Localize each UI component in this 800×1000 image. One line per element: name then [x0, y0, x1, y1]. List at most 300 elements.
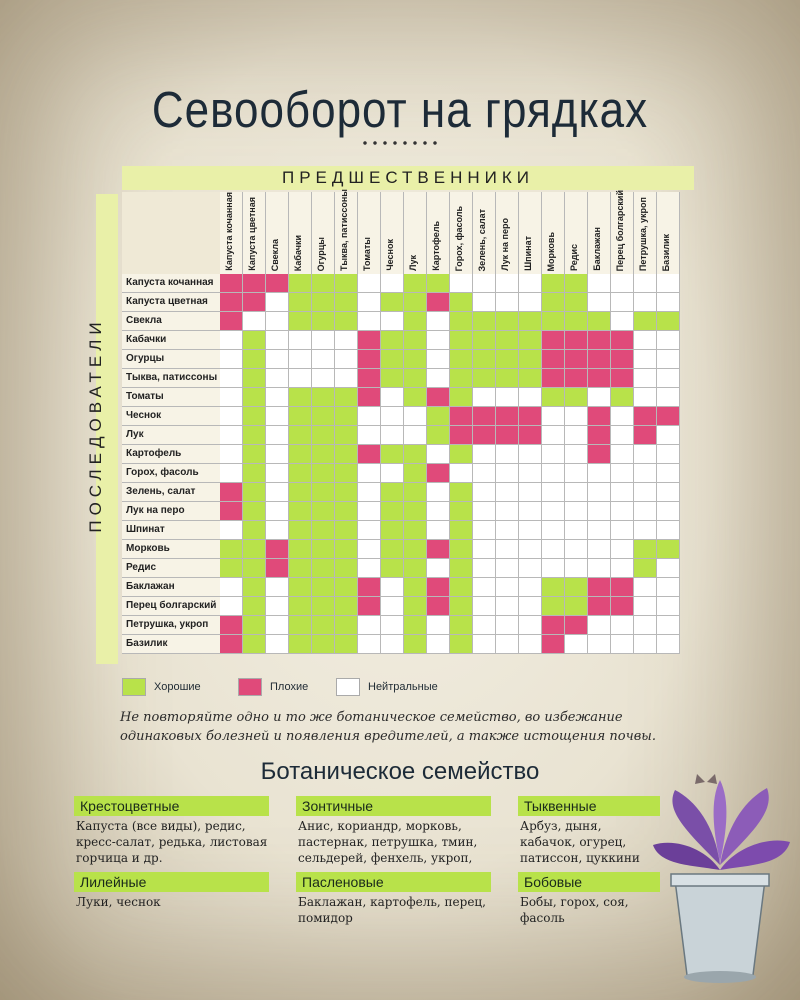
grid-cell — [542, 312, 565, 331]
grid-cell — [381, 293, 404, 312]
grid-cell — [565, 350, 588, 369]
grid-cell — [473, 502, 496, 521]
grid-cell — [542, 521, 565, 540]
grid-cell — [519, 502, 542, 521]
grid-cell — [565, 369, 588, 388]
grid-cell — [289, 559, 312, 578]
grid-cell — [312, 331, 335, 350]
title-divider — [360, 140, 440, 146]
grid-cell — [404, 369, 427, 388]
grid-cell — [220, 293, 243, 312]
grid-cell — [496, 331, 519, 350]
grid-cell — [634, 293, 657, 312]
grid-cell — [657, 616, 680, 635]
grid-cell — [266, 350, 289, 369]
grid-cell — [496, 388, 519, 407]
grid-cell — [381, 426, 404, 445]
grid-cell — [220, 445, 243, 464]
family-text: Капуста (все виды), редис, кресс-салат, редька, листовая горчица и др. — [76, 819, 268, 865]
family-text: Анис, кориандр, морковь, пастернак, петрушка, тмин, сельдерей, фенхель, укроп, — [298, 819, 478, 865]
row-header: Горох, фасоль — [122, 464, 220, 483]
grid-cell — [450, 350, 473, 369]
grid-cell — [588, 635, 611, 654]
predecessors-label: ПРЕДШЕСТВЕННИКИ — [282, 168, 534, 187]
grid-cell — [657, 293, 680, 312]
grid-cell — [266, 616, 289, 635]
grid-cell — [404, 331, 427, 350]
row-header: Капуста кочанная — [122, 274, 220, 293]
grid-cell — [473, 274, 496, 293]
grid-cell — [266, 635, 289, 654]
grid-cell — [634, 483, 657, 502]
grid-cell — [335, 274, 358, 293]
grid-cell — [657, 369, 680, 388]
grid-cell — [358, 388, 381, 407]
grid-cell — [358, 426, 381, 445]
grid-cell — [381, 597, 404, 616]
grid-cell — [289, 483, 312, 502]
grid-cell — [611, 502, 634, 521]
grid-cell — [519, 635, 542, 654]
grid-cell — [450, 407, 473, 426]
column-header — [542, 192, 565, 274]
grid-cell — [519, 597, 542, 616]
grid-cell — [266, 274, 289, 293]
grid-cell — [634, 369, 657, 388]
grid-cell — [542, 274, 565, 293]
grid-cell — [450, 331, 473, 350]
grid-cell — [519, 445, 542, 464]
grid-cell — [657, 578, 680, 597]
family-heading: Бобовые — [518, 872, 660, 892]
grid-cell — [496, 616, 519, 635]
grid-cell — [496, 635, 519, 654]
grid-cell — [220, 274, 243, 293]
column-header — [496, 192, 519, 274]
grid-cell — [634, 521, 657, 540]
grid-cell — [657, 312, 680, 331]
row-header: Базилик — [122, 635, 220, 654]
column-header-label: Лук на перо — [500, 218, 510, 271]
grid-cell — [243, 464, 266, 483]
grid-cell — [289, 407, 312, 426]
family-text: Арбуз, дыня, кабачок, огурец, патиссон, цуккини — [520, 819, 640, 865]
grid-cell — [496, 312, 519, 331]
grid-cell — [289, 445, 312, 464]
grid-cell — [450, 597, 473, 616]
grid-cell — [312, 597, 335, 616]
grid-cell — [565, 521, 588, 540]
grid-cell — [565, 293, 588, 312]
grid-cell — [220, 597, 243, 616]
grid-cell — [588, 559, 611, 578]
column-header-label: Огурцы — [316, 236, 326, 271]
grid-cell — [496, 540, 519, 559]
column-header-label: Шпинат — [523, 236, 533, 271]
grid-cell — [634, 635, 657, 654]
grid-cell — [657, 426, 680, 445]
grid-cell — [266, 388, 289, 407]
grid-cell — [588, 597, 611, 616]
grid-cell — [450, 293, 473, 312]
grid-cell — [634, 331, 657, 350]
grid-cell — [266, 578, 289, 597]
grid-cell — [450, 635, 473, 654]
grid-cell — [634, 578, 657, 597]
grid-cell — [243, 445, 266, 464]
grid-cell — [588, 350, 611, 369]
grid-cell — [404, 559, 427, 578]
grid-cell — [496, 559, 519, 578]
grid-cell — [450, 388, 473, 407]
family-heading: Тыквенные — [518, 796, 660, 816]
grid-cell — [611, 388, 634, 407]
row-header: Лук — [122, 426, 220, 445]
grid-cell — [220, 312, 243, 331]
row-header: Морковь — [122, 540, 220, 559]
column-header-label: Перец болгарский — [615, 189, 625, 271]
grid-cell — [427, 540, 450, 559]
grid-cell — [542, 293, 565, 312]
grid-cell — [611, 597, 634, 616]
grid-cell — [220, 540, 243, 559]
grid-cell — [611, 578, 634, 597]
column-header — [312, 192, 335, 274]
grid-cell — [358, 350, 381, 369]
grid-cell — [657, 483, 680, 502]
grid-cell — [542, 616, 565, 635]
grid-cell — [358, 369, 381, 388]
column-header — [220, 192, 243, 274]
grid-cell — [243, 369, 266, 388]
grid-cell — [565, 635, 588, 654]
grid-cell — [243, 331, 266, 350]
grid-cell — [588, 540, 611, 559]
grid-cell — [427, 312, 450, 331]
grid-cell — [404, 521, 427, 540]
grid-cell — [542, 464, 565, 483]
grid-cell — [450, 616, 473, 635]
grid-cell — [404, 540, 427, 559]
column-header-label: Кабачки — [293, 234, 303, 271]
column-header-label: Редис — [569, 243, 579, 271]
grid-cell — [266, 312, 289, 331]
grid-cell — [312, 350, 335, 369]
flower-pot-icon — [671, 874, 769, 983]
grid-cell — [312, 445, 335, 464]
grid-cell — [542, 483, 565, 502]
grid-cell — [519, 483, 542, 502]
grid-cell — [289, 331, 312, 350]
grid-cell — [496, 350, 519, 369]
grid-cell — [381, 445, 404, 464]
grid-cell — [289, 426, 312, 445]
grid-cell — [519, 331, 542, 350]
grid-cell — [657, 350, 680, 369]
grid-cell — [404, 635, 427, 654]
column-header — [657, 192, 680, 274]
grid-cell — [473, 350, 496, 369]
families-title: Ботаническое семейство — [260, 758, 540, 785]
grid-cell — [519, 464, 542, 483]
grid-cell — [404, 597, 427, 616]
butterfly-icon — [695, 774, 717, 784]
grid-cell — [611, 407, 634, 426]
grid-cell — [358, 502, 381, 521]
grid-cell — [289, 635, 312, 654]
grid-cell — [266, 426, 289, 445]
grid-cell — [220, 350, 243, 369]
grid-cell — [450, 426, 473, 445]
grid-cell — [335, 369, 358, 388]
grid-cell — [473, 597, 496, 616]
grid-cell — [220, 426, 243, 445]
grid-cell — [542, 388, 565, 407]
grid-cell — [358, 293, 381, 312]
grid-cell — [634, 597, 657, 616]
grid-cell — [358, 445, 381, 464]
grid-cell — [611, 426, 634, 445]
family-heading: Пасленовые — [296, 872, 491, 892]
grid-cell — [220, 331, 243, 350]
grid-cell — [427, 521, 450, 540]
grid-cell — [634, 350, 657, 369]
grid-cell — [473, 483, 496, 502]
grid-cell — [312, 540, 335, 559]
grid-cell — [657, 407, 680, 426]
row-header: Редис — [122, 559, 220, 578]
grid-cell — [381, 502, 404, 521]
grid-cell — [565, 464, 588, 483]
grid-cell — [312, 483, 335, 502]
grid-cell — [634, 312, 657, 331]
grid-cell — [657, 521, 680, 540]
grid-cell — [450, 464, 473, 483]
grid-cell — [381, 483, 404, 502]
grid-cell — [335, 388, 358, 407]
family-heading: Лилейные — [74, 872, 269, 892]
grid-cell — [542, 407, 565, 426]
grid-cell — [404, 445, 427, 464]
grid-cell — [565, 426, 588, 445]
grid-cell — [473, 559, 496, 578]
grid-cell — [381, 350, 404, 369]
grid-cell — [335, 407, 358, 426]
grid-cell — [243, 502, 266, 521]
row-header: Томаты — [122, 388, 220, 407]
grid-cell — [220, 635, 243, 654]
column-header-label: Свекла — [270, 238, 280, 271]
grid-cell — [335, 483, 358, 502]
legend-good-label: Хорошие — [154, 680, 201, 693]
family-text: Луки, чеснок — [76, 895, 161, 909]
grid-cell — [588, 293, 611, 312]
grid-cell — [496, 502, 519, 521]
grid-cell — [611, 540, 634, 559]
grid-cell — [266, 293, 289, 312]
grid-cell — [542, 559, 565, 578]
grid-cell — [565, 274, 588, 293]
grid-cell — [381, 464, 404, 483]
row-header: Чеснок — [122, 407, 220, 426]
grid-cell — [473, 312, 496, 331]
grid-cell — [542, 426, 565, 445]
grid-cell — [266, 559, 289, 578]
grid-cell — [588, 426, 611, 445]
grid-cell — [611, 521, 634, 540]
grid-cell — [611, 274, 634, 293]
column-header — [358, 192, 381, 274]
grid-cell — [220, 369, 243, 388]
grid-cell — [312, 521, 335, 540]
grid-cell — [289, 369, 312, 388]
grid-cell — [588, 407, 611, 426]
grid-cell — [243, 274, 266, 293]
grid-cell — [565, 578, 588, 597]
grid-cell — [427, 274, 450, 293]
grid-cell — [358, 616, 381, 635]
grid-cell — [519, 312, 542, 331]
grid-cell — [335, 597, 358, 616]
grid-cell — [634, 407, 657, 426]
grid-cell — [381, 312, 404, 331]
grid-cell — [611, 312, 634, 331]
grid-cell — [220, 578, 243, 597]
grid-cell — [657, 597, 680, 616]
column-header-label: Зелень, салат — [477, 208, 487, 271]
grid-cell — [358, 540, 381, 559]
legend-bad — [238, 676, 308, 694]
grid-cell — [358, 635, 381, 654]
grid-cell — [657, 464, 680, 483]
grid-cell — [542, 350, 565, 369]
column-header-label: Чеснок — [385, 239, 395, 271]
grid-cell — [496, 369, 519, 388]
grid-cell — [450, 312, 473, 331]
row-header: Огурцы — [122, 350, 220, 369]
grid-cell — [473, 578, 496, 597]
grid-cell — [473, 331, 496, 350]
grid-cell — [335, 293, 358, 312]
grid-cell — [542, 369, 565, 388]
grid-cell — [565, 502, 588, 521]
column-header — [335, 188, 358, 274]
grid-cell — [358, 521, 381, 540]
grid-cell — [611, 464, 634, 483]
grid-cell — [381, 331, 404, 350]
grid-cell — [220, 464, 243, 483]
grid-cell — [220, 616, 243, 635]
grid-cell — [519, 578, 542, 597]
grid-cell — [312, 502, 335, 521]
family-text: Бобы, горох, соя, фасоль — [520, 895, 629, 925]
page-title: Севооборот на грядках — [151, 82, 649, 139]
grid-cell — [243, 597, 266, 616]
grid-cell — [450, 502, 473, 521]
grid-cell — [634, 274, 657, 293]
grid-cell — [473, 293, 496, 312]
grid-cell — [519, 616, 542, 635]
grid-cell — [358, 483, 381, 502]
grid-cell — [243, 388, 266, 407]
grid-cell — [542, 578, 565, 597]
grid-cell — [542, 635, 565, 654]
grid-cell — [312, 274, 335, 293]
grid-cell — [611, 616, 634, 635]
column-header-label: Картофель — [431, 221, 441, 271]
grid-cell — [243, 578, 266, 597]
grid-cell — [565, 388, 588, 407]
column-header — [611, 189, 634, 274]
grid-cell — [312, 578, 335, 597]
column-header-label: Лук — [408, 255, 418, 271]
grid-cell — [312, 388, 335, 407]
column-header-label: Горох, фасоль — [454, 205, 464, 271]
grid-cell — [473, 464, 496, 483]
grid-cell — [381, 521, 404, 540]
legend-good — [122, 676, 201, 694]
grid-cell — [404, 483, 427, 502]
row-header: Капуста цветная — [122, 293, 220, 312]
grid-cell — [266, 502, 289, 521]
grid-cell — [588, 369, 611, 388]
grid-cell — [588, 616, 611, 635]
grid-cell — [266, 464, 289, 483]
grid-cell — [358, 274, 381, 293]
grid-cell — [335, 616, 358, 635]
column-header — [588, 192, 611, 274]
grid-cell — [496, 521, 519, 540]
grid-cell — [266, 369, 289, 388]
grid-cell — [427, 350, 450, 369]
grid-cell — [220, 559, 243, 578]
grid-cell — [381, 578, 404, 597]
grid-cell — [519, 274, 542, 293]
column-header — [427, 192, 450, 274]
grid-cell — [312, 312, 335, 331]
grid-cell — [381, 616, 404, 635]
grid-cell — [404, 426, 427, 445]
grid-cell — [243, 521, 266, 540]
grid-cell — [473, 388, 496, 407]
grid-cell — [427, 369, 450, 388]
grid-cell — [565, 540, 588, 559]
grid-cell — [634, 559, 657, 578]
grid-cell — [588, 578, 611, 597]
grid-cell — [335, 559, 358, 578]
grid-cell — [519, 369, 542, 388]
grid-cell — [358, 407, 381, 426]
grid-cell — [404, 350, 427, 369]
grid-cell — [542, 502, 565, 521]
potted-basil-illustration — [645, 770, 795, 995]
grid-cell — [496, 445, 519, 464]
column-header-label: Морковь — [546, 231, 556, 271]
grid-cell — [335, 540, 358, 559]
grid-cell — [381, 369, 404, 388]
grid-corner — [122, 192, 220, 274]
grid-cell — [496, 407, 519, 426]
grid-cell — [565, 597, 588, 616]
grid-cell — [427, 616, 450, 635]
grid-cell — [427, 502, 450, 521]
grid-cell — [381, 635, 404, 654]
grid-cell — [358, 559, 381, 578]
family-heading: Зонтичные — [296, 796, 491, 816]
rotation-note: Не повторяйте одно и то же ботаническое семейство, во избежание одинаковых болезней и появления вредителей, а также истощения почвы. — [120, 710, 656, 744]
grid-cell — [266, 521, 289, 540]
column-header-label: Петрушка, укроп — [638, 196, 648, 271]
